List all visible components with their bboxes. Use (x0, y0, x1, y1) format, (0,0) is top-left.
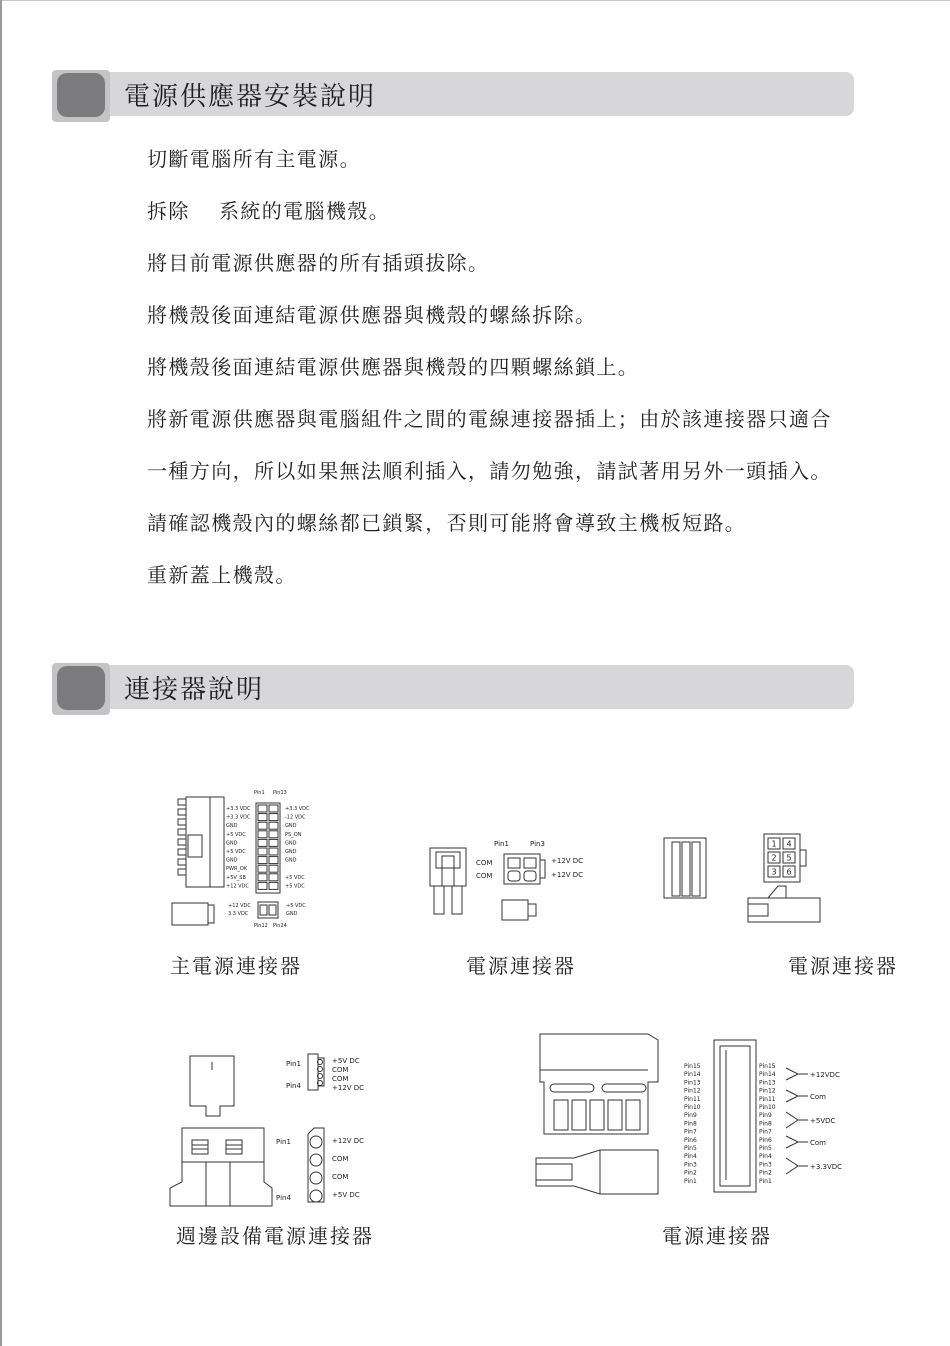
install-step: 重新蓋上機殼。 (147, 563, 297, 587)
p4-pin3-label: Pin3 (530, 840, 545, 848)
pcie-pin-number: 1 (771, 839, 777, 849)
main-pin12-label: Pin12 (254, 923, 268, 929)
main-right-pin-label: GND (285, 849, 297, 855)
main-left-pin-label: +5 VDC (226, 831, 246, 838)
sata-left-pin-label: Pin3 (684, 1161, 697, 1169)
sata-connector-diagram (530, 1030, 860, 1200)
sata-left-pin-label: Pin1 (684, 1177, 697, 1185)
main-pin24-label: Pin24 (273, 923, 287, 929)
p4-pin1-label: Pin1 (494, 840, 509, 848)
sata-left-pin-label: Pin8 (684, 1120, 697, 1128)
sata-right-pin-label: Pin12 (759, 1087, 776, 1095)
main-pin-cell (258, 839, 267, 846)
sata-left-pin-label: Pin7 (684, 1128, 697, 1136)
peripheral-connector-caption: 週邊設備電源連接器 (176, 1224, 374, 1248)
install-section-title: 電源供應器安裝說明 (124, 82, 377, 112)
main-pin-cell (269, 905, 276, 915)
install-step: 一種方向，所以如果無法順利插入，請勿勉強，請試著用另外一頭插入。 (147, 459, 832, 483)
main-pin-cell (269, 848, 278, 855)
main-bottom-left-label: 3.3 VDC (228, 911, 249, 917)
main-right-pin-label: +5 VDC (285, 874, 305, 881)
install-steps-list (147, 144, 907, 612)
sata-left-pin-label: Pin6 (684, 1136, 697, 1144)
sata-right-pin-label: Pin6 (759, 1136, 772, 1144)
fdd-label: +12V DC (332, 1084, 365, 1092)
sata-right-pin-label: Pin11 (759, 1095, 776, 1103)
molex-label: +12V DC (332, 1137, 365, 1145)
main-right-pin-label: +5 VDC (285, 883, 305, 890)
main-left-pin-label: +5 VDC (226, 849, 246, 855)
pcie-connector-caption: 電源連接器 (788, 954, 898, 978)
main-pin-cell (258, 822, 267, 829)
main-left-pin-label: GND (226, 823, 238, 830)
sata-left-pin-label: Pin9 (684, 1112, 697, 1120)
sata-right-pin-label: Pin13 (759, 1079, 776, 1087)
main-right-pin-label: GND (285, 857, 297, 864)
sata-right-pin-label: Pin4 (759, 1153, 772, 1161)
fdd-label: +5V DC (332, 1057, 360, 1065)
main-pin-cell (269, 805, 278, 812)
pcie-pin-number: 3 (771, 867, 777, 877)
main-left-pin-label: +12 VDC (226, 883, 249, 890)
page-top-rule (0, 0, 950, 1)
sata-right-pin-label: Pin10 (759, 1104, 776, 1111)
main-pin-cell (269, 822, 278, 829)
main-pin-cell (258, 882, 267, 889)
fdd-pin4-label: Pin4 (286, 1082, 301, 1090)
main-pin-cell (260, 905, 267, 915)
main-right-pin-label: GND (285, 823, 297, 830)
sata-rail-label: +5VDC (810, 1117, 836, 1125)
sata-rail-label: +12VDC (810, 1071, 840, 1079)
p4-left-label: COM (476, 872, 493, 880)
install-step: 請確認機殼內的螺絲都已鎖緊，否則可能將會導致主機板短路。 (147, 511, 747, 535)
sata-right-pin-label: Pin14 (759, 1071, 776, 1079)
main-pin-cell (258, 848, 267, 855)
install-step: 將機殼後面連結電源供應器與機殼的四顆螺絲鎖上。 (147, 355, 640, 379)
main-pin-cell (269, 874, 278, 881)
install-step: 將新電源供應器與電腦組件之間的電線連接器插上；由於該連接器只適合 (147, 407, 832, 431)
main-pin-cell (269, 831, 278, 838)
p4-connector-caption: 電源連接器 (466, 954, 576, 978)
peripheral-connector-diagram (168, 1048, 378, 1210)
sata-rail-label: +3.3VDC (810, 1163, 843, 1171)
p4-left-label: COM (476, 859, 493, 867)
molex-pin4-label: Pin4 (276, 1194, 291, 1202)
sata-right-pin-label: Pin1 (759, 1177, 772, 1185)
p4-connector-diagram (428, 838, 588, 923)
fdd-pin1-label: Pin1 (286, 1060, 301, 1068)
pcie-pin-number: 2 (771, 853, 777, 863)
main-pin-cell (258, 805, 267, 812)
fdd-label: COM (332, 1075, 349, 1083)
sata-left-pin-label: Pin10 (684, 1104, 701, 1111)
main-left-pin-label: +5V_SB (226, 874, 246, 881)
sata-left-pin-label: Pin14 (684, 1071, 701, 1079)
p4-right-label: +12V DC (551, 857, 584, 865)
main-left-pin-label: GND (226, 840, 238, 847)
main-left-pin-label: GND (226, 857, 238, 864)
main-pin13-label: Pin13 (273, 790, 287, 796)
main-left-pin-label: +3.3 VDC (226, 806, 251, 812)
sata-right-pin-label: Pin3 (759, 1161, 772, 1169)
main-left-pin-label: +3.3 VDC (226, 814, 251, 821)
main-pin-cell (258, 857, 267, 864)
page-left-rule (0, 0, 2, 1346)
main-pin-cell (258, 831, 267, 838)
install-step: 將機殼後面連結電源供應器與機殼的螺絲拆除。 (147, 303, 597, 327)
main-left-pin-label: PWR_OK (226, 866, 248, 873)
sata-rail-label: Com (810, 1139, 826, 1147)
sata-right-pin-label: Pin15 (759, 1063, 776, 1070)
sata-left-pin-label: Pin12 (684, 1087, 701, 1095)
molex-label: COM (332, 1173, 349, 1181)
p4-right-label: +12V DC (551, 871, 584, 879)
main-power-connector-caption: 主電源連接器 (170, 954, 302, 978)
main-pin-cell (258, 874, 267, 881)
main-pin-cell (258, 814, 267, 821)
sata-right-pin-label: Pin5 (759, 1145, 772, 1152)
main-bottom-left-label: +12 VDC (228, 903, 251, 909)
molex-label: COM (332, 1155, 349, 1163)
connector-section-title: 連接器說明 (124, 675, 265, 705)
fdd-label: COM (332, 1066, 349, 1074)
install-step: 切斷電腦所有主電源。 (147, 147, 361, 171)
pcie-pin-number: 6 (786, 867, 792, 877)
main-pin-cell (269, 857, 278, 864)
main-pin-cell (269, 839, 278, 846)
main-right-pin-label: +3.3 VDC (285, 806, 310, 812)
main-bottom-right-label: +5 VDC (286, 903, 306, 909)
sata-left-pin-label: Pin15 (684, 1063, 701, 1070)
main-pin-cell (269, 882, 278, 889)
pcie-pin-number: 5 (786, 853, 792, 863)
main-bottom-right-label: GND (286, 911, 298, 917)
pcie-pin-number: 4 (786, 839, 792, 849)
section-header-marker (52, 70, 110, 122)
main-power-connector-diagram (168, 785, 328, 930)
sata-right-pin-label: Pin9 (759, 1112, 772, 1120)
install-section-header (52, 70, 854, 116)
main-right-pin-label: GND (285, 840, 297, 847)
molex-label: +5V DC (332, 1191, 360, 1199)
sata-connector-caption: 電源連接器 (662, 1224, 772, 1248)
install-step: 將目前電源供應器的所有插頭拔除。 (147, 251, 490, 275)
sata-right-pin-label: Pin7 (759, 1128, 772, 1136)
install-step: 拆除 系統的電腦機殼。 (147, 199, 391, 223)
sata-left-pin-label: Pin13 (684, 1079, 701, 1087)
main-pin-cell (269, 865, 278, 872)
main-pin-cell (269, 814, 278, 821)
section-header-marker (52, 663, 110, 715)
main-right-pin-label: PS_ON (285, 831, 302, 838)
connector-section-header (52, 663, 854, 709)
sata-right-pin-label: Pin2 (759, 1169, 772, 1177)
sata-left-pin-label: Pin4 (684, 1153, 697, 1161)
sata-rail-label: Com (810, 1093, 826, 1101)
sata-left-pin-label: Pin11 (684, 1095, 701, 1103)
main-pin-cell (258, 865, 267, 872)
molex-pin1-label: Pin1 (276, 1138, 291, 1146)
sata-left-pin-label: Pin2 (684, 1169, 697, 1177)
main-right-pin-label: -12 VDC (285, 814, 306, 821)
pcie-connector-diagram (660, 828, 825, 928)
main-pin1-label: Pin1 (254, 790, 265, 796)
sata-left-pin-label: Pin5 (684, 1145, 697, 1152)
sata-right-pin-label: Pin8 (759, 1120, 772, 1128)
